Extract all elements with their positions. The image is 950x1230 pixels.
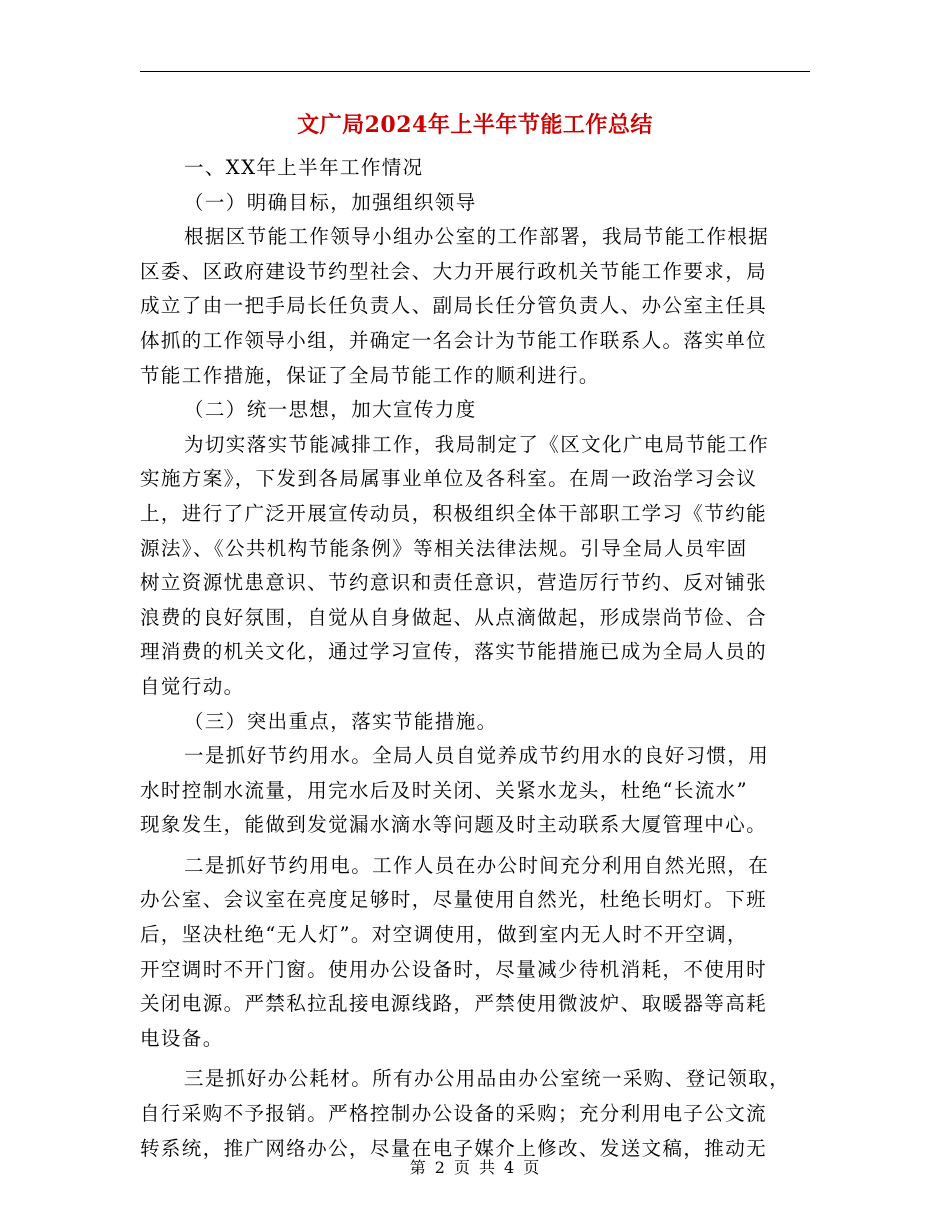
footer-total-pages: 4 — [504, 1158, 516, 1177]
text-line: 体抓的工作领导小组，并确定一名会计为节能工作联系人。落实单位 — [140, 328, 768, 352]
text-line: 开空调时不开门窗。使用办公设备时，尽量减少待机消耗，不使用时 — [140, 957, 768, 981]
document-title: 文广局2024年上半年节能工作总结 — [297, 112, 653, 138]
text-line: （三）突出重点，落实节能措施。 — [184, 709, 498, 733]
text-line: 上，进行了广泛开展宣传动员，积极组织全体干部职工学习《节约能 — [140, 501, 768, 525]
footer-prefix: 第 — [409, 1158, 427, 1177]
header-rule — [140, 71, 810, 72]
text-line: 二是抓好节约用电。工作人员在办公时间充分利用自然光照，在 — [184, 853, 770, 877]
text-line: 电设备。 — [140, 1026, 224, 1050]
text-line: 浪费的良好氛围，自觉从自身做起、从点滴做起，形成崇尚节俭、合 — [140, 605, 768, 629]
text-line: 区委、区政府建设节约型社会、大力开展行政机关节能工作要求，局 — [140, 259, 768, 283]
text-line: 理消费的机关文化，通过学习宣传，落实节能措施已成为全局人员的 — [140, 640, 768, 664]
text-line: 转系统，推广网络办公，尽量在电子媒介上修改、发送文稿，推动无 — [140, 1136, 768, 1160]
text-line: 成立了由一把手局长任负责人、副局长任分管负责人、办公室主任具 — [140, 294, 768, 318]
text-line: 办公室、会议室在亮度足够时，尽量使用自然光，杜绝长明灯。下班 — [140, 888, 768, 912]
text-line: 自行采购不予报销。严格控制办公设备的采购；充分利用电子公文流 — [140, 1102, 768, 1126]
text-line: （二）统一思想，加大宣传力度 — [184, 398, 477, 422]
footer-current-page: 2 — [434, 1158, 446, 1177]
footer-suffix: 页 — [523, 1158, 541, 1177]
text-line: 水时控制水流量，用完水后及时关闭、关紧水龙头，杜绝“长流水” — [140, 778, 748, 802]
text-line: 节能工作措施，保证了全局节能工作的顺利进行。 — [140, 363, 600, 387]
text-line: 根据区节能工作领导小组办公室的工作部署，我局节能工作根据 — [184, 225, 770, 249]
text-line: （一）明确目标，加强组织领导 — [184, 190, 477, 214]
footer-total-word: 共 — [479, 1158, 497, 1177]
text-line: 实施方案》，下发到各局属事业单位及各科室。在周一政治学习会议 — [140, 467, 758, 491]
text-line: 自觉行动。 — [140, 674, 245, 698]
text-line: 一、XX年上半年工作情况 — [184, 156, 424, 179]
text-line: 后，坚决杜绝“无人灯”。对空调使用，做到室内无人时不开空调， — [140, 923, 748, 947]
text-line: 关闭电源。严禁私拉乱接电源线路，严禁使用微波炉、取暖器等高耗 — [140, 992, 768, 1016]
footer-page-word: 页 — [453, 1158, 471, 1177]
text-line: 源法》、《公共机构节能条例》等相关法律法规。引导全局人员牢固 — [140, 536, 748, 560]
text-line: 为切实落实节能减排工作，我局制定了《区文化广电局节能工作 — [184, 432, 770, 456]
text-line: 树立资源忧患意识、节约意识和责任意识，营造厉行节约、反对铺张 — [140, 571, 768, 595]
text-line: 一是抓好节约用水。全局人员自觉养成节约用水的良好习惯，用 — [184, 744, 770, 768]
document-body — [140, 151, 810, 1166]
text-line: 三是抓好办公耗材。所有办公用品由办公室统一采购、登记领取， — [184, 1067, 791, 1091]
page-footer — [140, 1155, 810, 1178]
text-line: 现象发生，能做到发觉漏水滴水等问题及时主动联系大厦管理中心。 — [140, 813, 768, 837]
